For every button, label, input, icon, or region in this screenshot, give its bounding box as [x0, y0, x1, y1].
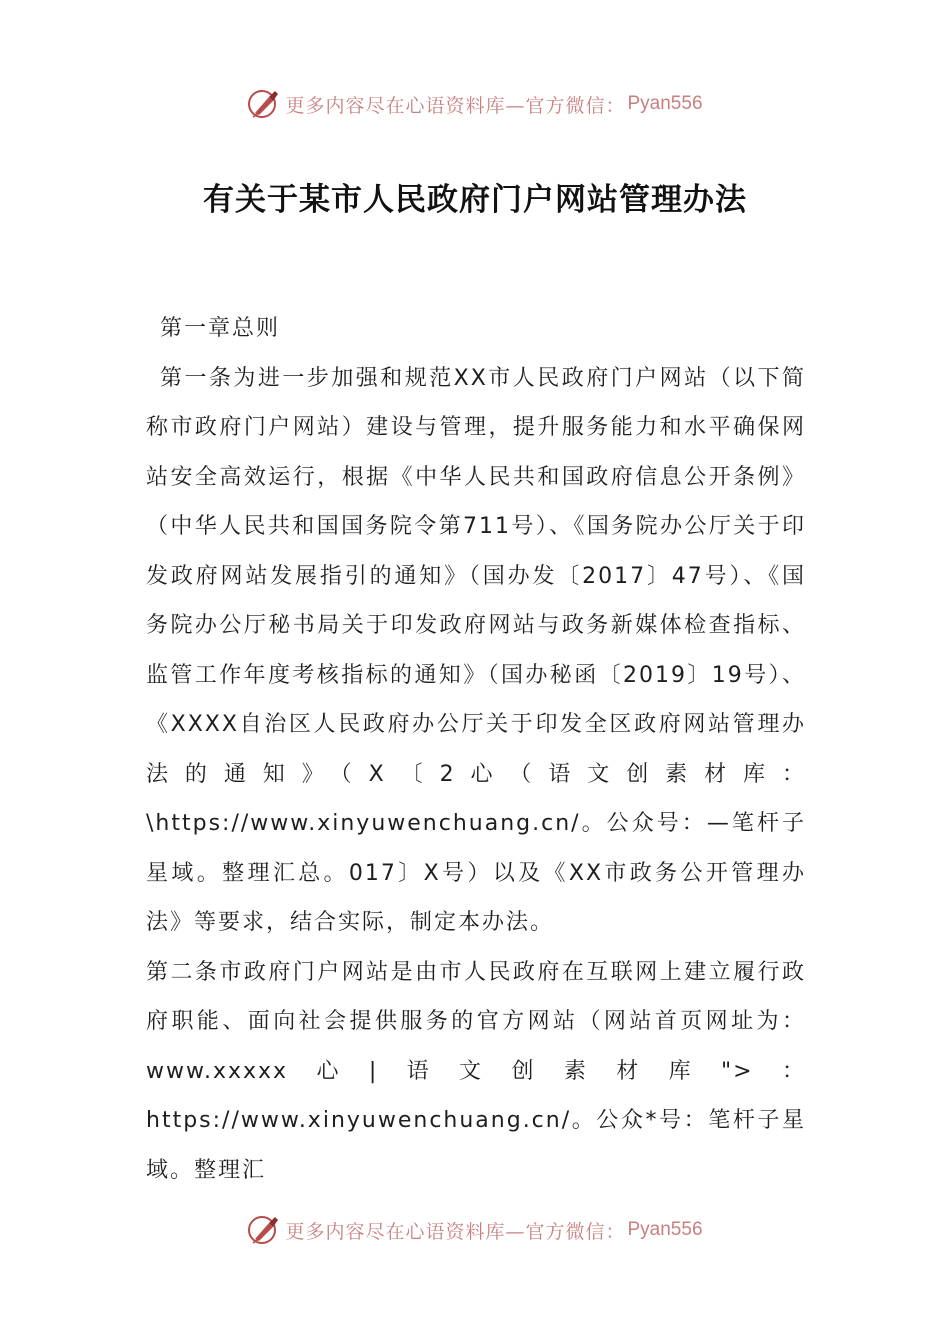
footer-wechat-id: Pyan556: [627, 1219, 703, 1240]
chapter-heading: 第一章总则: [160, 316, 281, 341]
header-wechat-id: Pyan556: [627, 93, 703, 114]
document-title: 有关于某市人民政府门户网站管理办法: [203, 182, 747, 218]
header-banner-text: 更多内容尽在心语资料库—官方微信：: [285, 94, 626, 117]
header-banner: [0, 84, 950, 124]
article-two-paragraph: 第二条市政府门户网站是由市人民政府在互联网上建立履行政府职能、面向社会提供服务的官方网站（网站首页网址为：www.xxxxx心|语文创素材库">：https://www.xinyuwenchuang.cn/。公众*号：笔杆子星域。整理汇: [146, 959, 806, 1183]
footer-banner: [0, 1210, 950, 1250]
footer-banner-text: 更多内容尽在心语资料库—官方微信：: [285, 1220, 626, 1243]
pen-nib-logo-icon: [247, 1213, 281, 1247]
document-body: [146, 304, 806, 1195]
pen-nib-logo-icon: [247, 87, 281, 121]
article-one-paragraph: 第一条为进一步加强和规范XX市人民政府门户网站（以下简称市政府门户网站）建设与管理，提升服务能力和水平确保网站安全高效运行，根据《中华人民共和国政府信息公开条例》（中华人民共和国国务院令第711号）、《国务院办公厅关于印发政府网站发展指引的通知》（国办发〔2017〕47号）、《国务院办公厅秘书局关于印发政府网站与政务新媒体检查指标、监管工作年度考核指标的通知》（国办秘函〔2019〕19号）、《XXXX自治区人民政府办公厅关于印发全区政府网站管理办法的通知》（X〔2心（语文创素材库：\https://www.xinyuwenchuang.cn/。公众号：—笔杆子星域。整理汇总。017〕X号）以及《XX市政务公开管理办法》等要求，结合实际，制定本办法。: [146, 365, 806, 935]
